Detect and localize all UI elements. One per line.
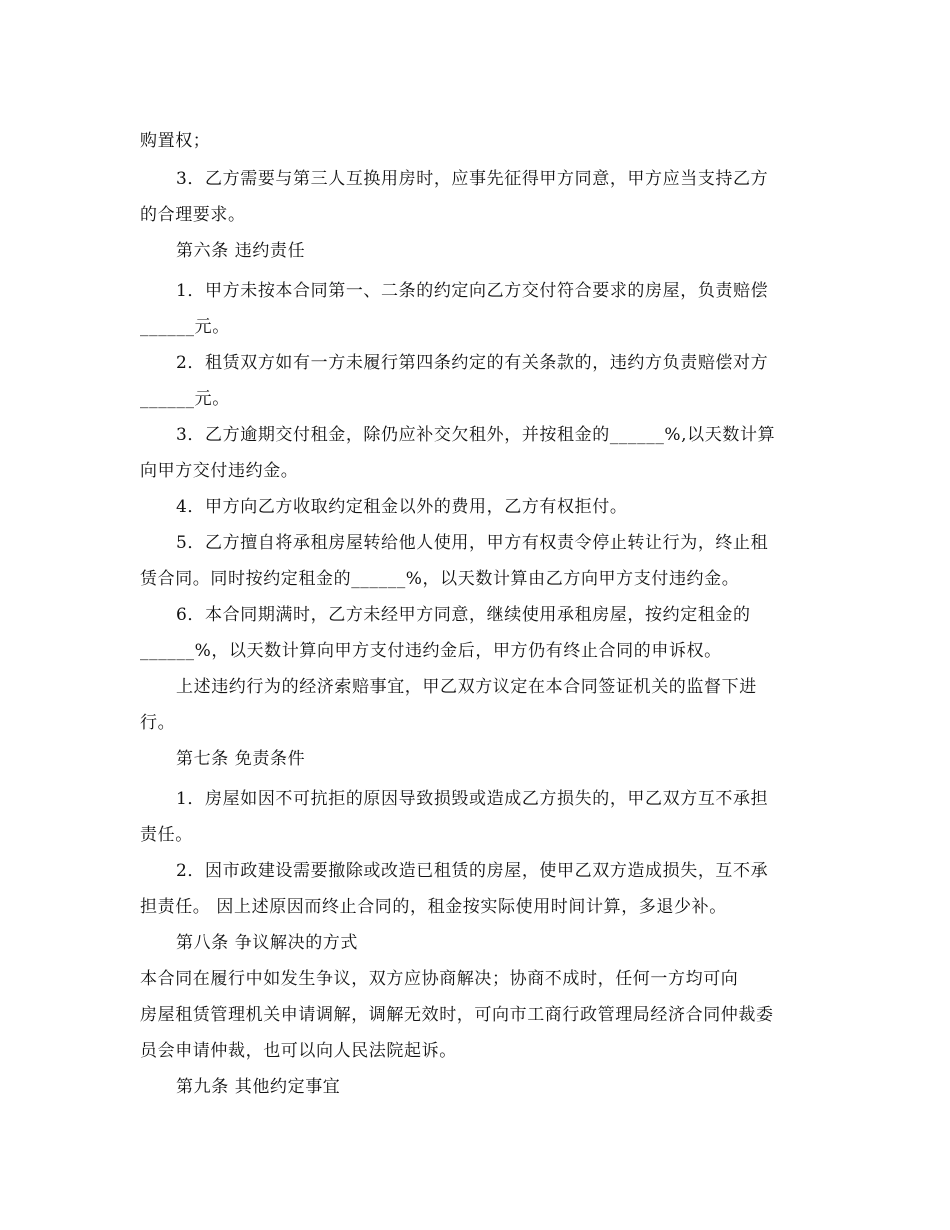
text-line: 1．甲方未按本合同第一、二条的约定向乙方交付符合要求的房屋，负责赔偿 (176, 281, 769, 301)
section-heading: 第六条 违约责任 (176, 241, 306, 261)
section-heading: 第九条 其他约定事宜 (176, 1077, 341, 1097)
text-line: 2．租赁双方如有一方未履行第四条约定的有关条款的，违约方负责赔偿对方 (176, 353, 769, 373)
text-line: 行。 (140, 713, 176, 733)
text-line: 的合理要求。 (140, 205, 246, 225)
text-line: 向甲方交付违约金。 (140, 461, 299, 481)
text-line: 2．因市政建设需要撤除或改造已租赁的房屋，使甲乙双方造成损失，互不承 (176, 861, 769, 881)
text-line: 6．本合同期满时，乙方未经甲方同意，继续使用承租房屋，按约定租金的 (176, 605, 751, 625)
text-line: 购置权； (140, 131, 211, 151)
text-line: 责任。 (140, 825, 193, 845)
text-line: 本合同在履行中如发生争议，双方应协商解决；协商不成时，任何一方均可向 (140, 969, 739, 989)
text-line: 担责任。 因上述原因而终止合同的，租金按实际使用时间计算，多退少补。 (140, 897, 727, 917)
text-line: 1．房屋如因不可抗拒的原因导致损毁或造成乙方损失的，甲乙双方互不承担 (176, 789, 769, 809)
text-line: 3．乙方逾期交付租金，除仍应补交欠租外，并按租金的______%,以天数计算 (176, 425, 776, 445)
text-line: ______%，以天数计算向甲方支付违约金后，甲方仍有终止合同的申诉权。 (140, 641, 722, 661)
text-line: 4．甲方向乙方收取约定租金以外的费用，乙方有权拒付。 (176, 497, 628, 517)
text-line: 上述违约行为的经济索赔事宜，甲乙双方议定在本合同签证机关的监督下进 (176, 677, 757, 697)
text-line: ______元。 (140, 389, 230, 409)
section-heading: 第七条 免责条件 (176, 749, 306, 769)
text-line: ______元。 (140, 317, 230, 337)
text-line: 房屋租赁管理机关申请调解，调解无效时，可向市工商行政管理局经济合同仲裁委 (140, 1005, 774, 1025)
text-line: 3．乙方需要与第三人互换用房时，应事先征得甲方同意，甲方应当支持乙方 (176, 169, 769, 189)
text-line: 赁合同。同时按约定租金的______%，以天数计算由乙方向甲方支付违约金。 (140, 569, 740, 589)
section-heading: 第八条 争议解决的方式 (176, 933, 359, 953)
text-line: 员会申请仲裁，也可以向人民法院起诉。 (140, 1041, 457, 1061)
text-line: 5．乙方擅自将承租房屋转给他人使用，甲方有权责令停止转让行为，终止租 (176, 533, 769, 553)
